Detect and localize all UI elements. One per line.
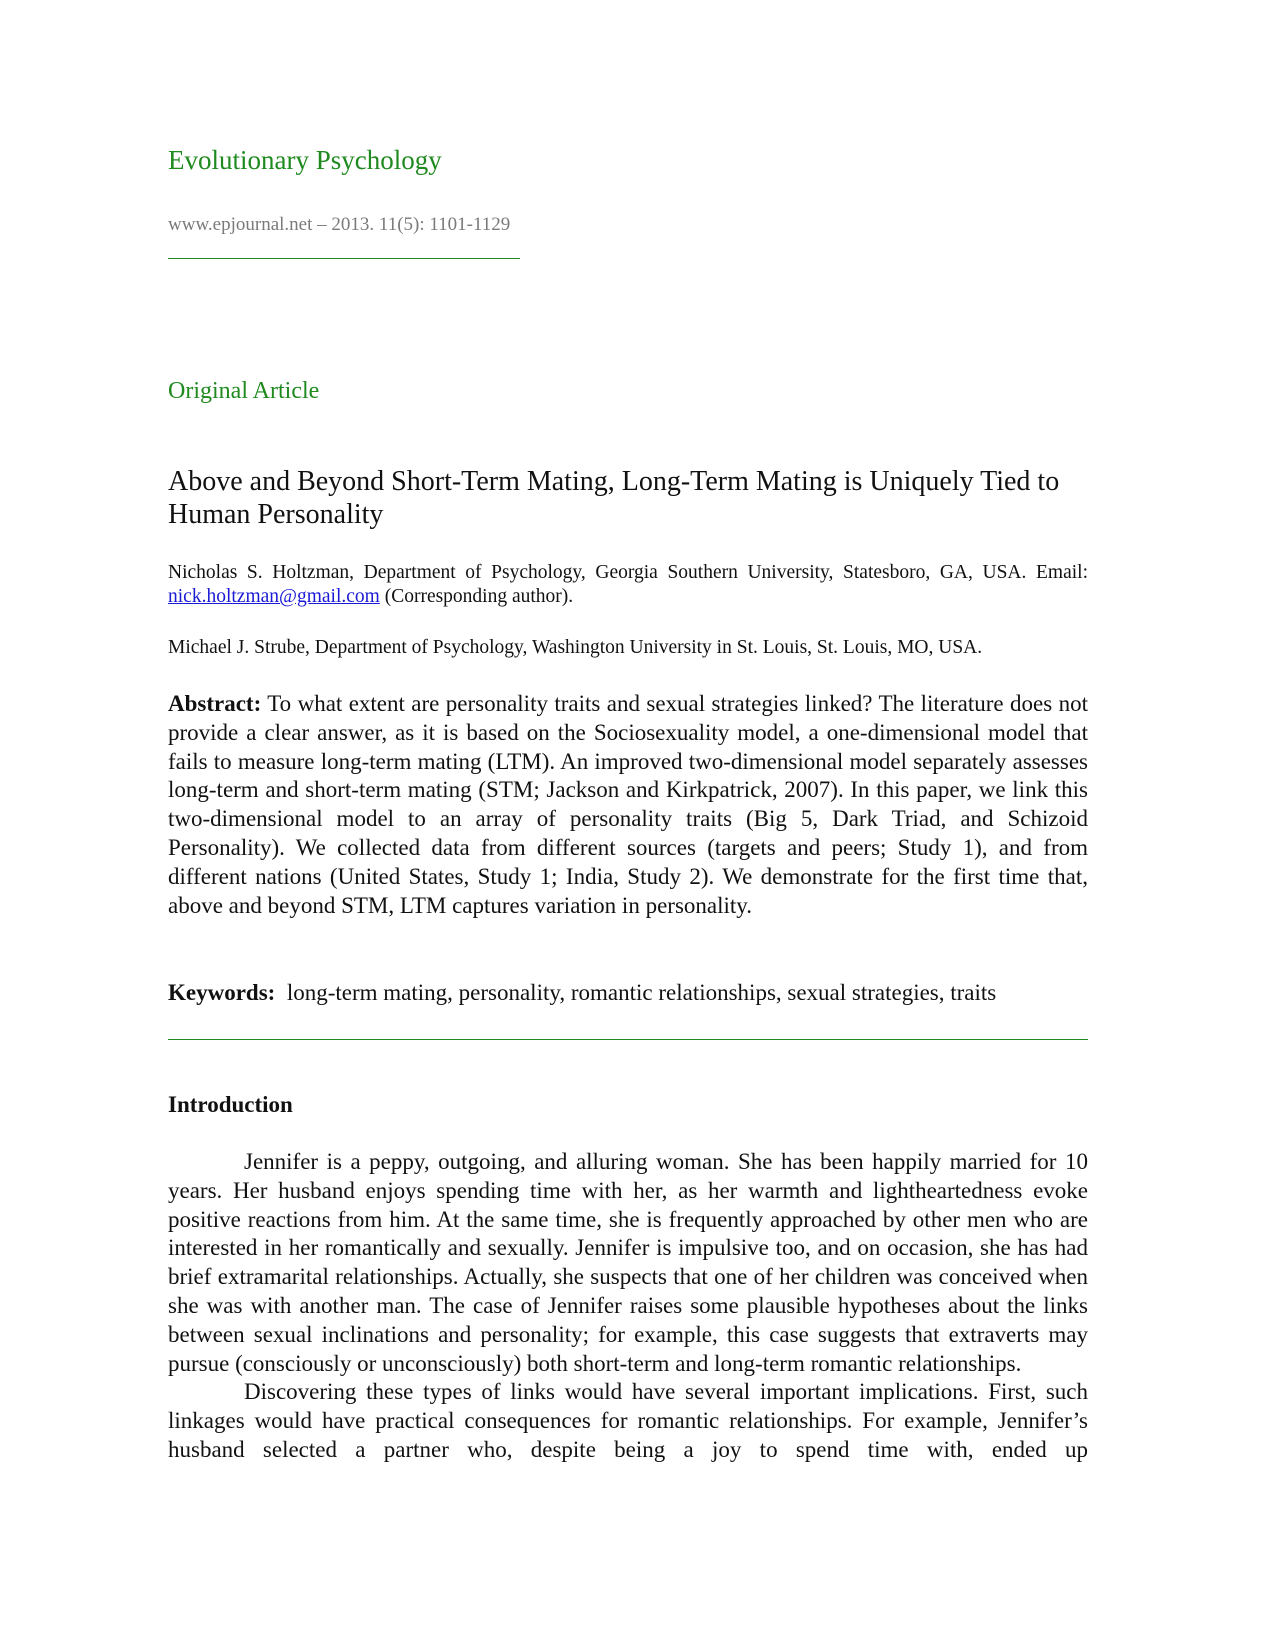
article-title: Above and Beyond Short-Term Mating, Long-Term Mating is Uniquely Tied to Human Personality: [168, 466, 1060, 530]
article-type: Original Article: [168, 378, 320, 404]
abstract: [168, 690, 1088, 920]
author-email-link[interactable]: nick.holtzman@gmail.com: [168, 586, 380, 607]
keywords-label: Keywords:: [168, 980, 276, 1005]
author-1-text: Nicholas S. Holtzman, Department of Psychology, Georgia Southern University, Statesboro, GA, USA.: [168, 562, 1027, 583]
paragraph: Jennifer is a peppy, outgoing, and alluring woman. She has been happily married for 10 years. Her husband enjoys spending time with her, as her warmth and lightheartedness evoke positive reactions from him. At the same time, she is frequently approached by other men who are interested in her romantically and sexually. Jennifer is impulsive too, and on occasion, she has had brief extramarital relationships. Actually, she suspects that one of her children was conceived when she was with another man. The case of Jennifer raises some plausible hypotheses about the links between sexual inclinations and personality; for example, this case suggests that extraverts may pursue (consciously or unconsciously) both short-term and long-term romantic relationships.: [168, 1149, 1088, 1376]
author-1-affiliation: [168, 561, 1088, 609]
corresponding-note: (Corresponding author).: [379, 586, 574, 607]
paragraph: Discovering these types of links would have several important implications. First, such linkages would have practical consequences for romantic relationships. For example, Jennifer’s husband selected a partner who, despite being a joy to spend time with, ended up: [168, 1379, 1088, 1462]
abstract-label: Abstract:: [168, 691, 262, 716]
email-label: Email:: [1036, 562, 1088, 583]
header-divider: [168, 258, 520, 259]
section-divider: [168, 1039, 1088, 1040]
journal-citation: www.epjournal.net – 2013. 11(5): 1101-1129: [168, 214, 511, 235]
introduction-heading: Introduction: [168, 1092, 293, 1117]
journal-name: Evolutionary Psychology: [168, 145, 442, 175]
author-2-affiliation: Michael J. Strube, Department of Psychology, Washington University in St. Louis, St. Louis, MO, USA.: [168, 637, 983, 658]
keywords-text: long-term mating, personality, romantic relationships, sexual strategies, traits: [275, 980, 997, 1005]
abstract-text: To what extent are personality traits and sexual strategies linked? The literature does not provide a clear answer, as it is based on the Sociosexuality model, a one-dimensional model that fails to measure long-term mating (LTM). An improved two-dimensional model separately assesses long-term and short-term mating (STM; Jackson and Kirkpatrick, 2007). In this paper, we link this two-dimensional model to an array of personality traits (Big 5, Dark Triad, and Schizoid Personality). We collected data from different sources (targets and peers; Study 1), and from different nations (United States, Study 1; India, Study 2). We demonstrate for the first time that, above and beyond STM, LTM captures variation in personality.: [168, 691, 1088, 918]
keywords: [168, 979, 1088, 1007]
introduction-body: [168, 1148, 1088, 1465]
